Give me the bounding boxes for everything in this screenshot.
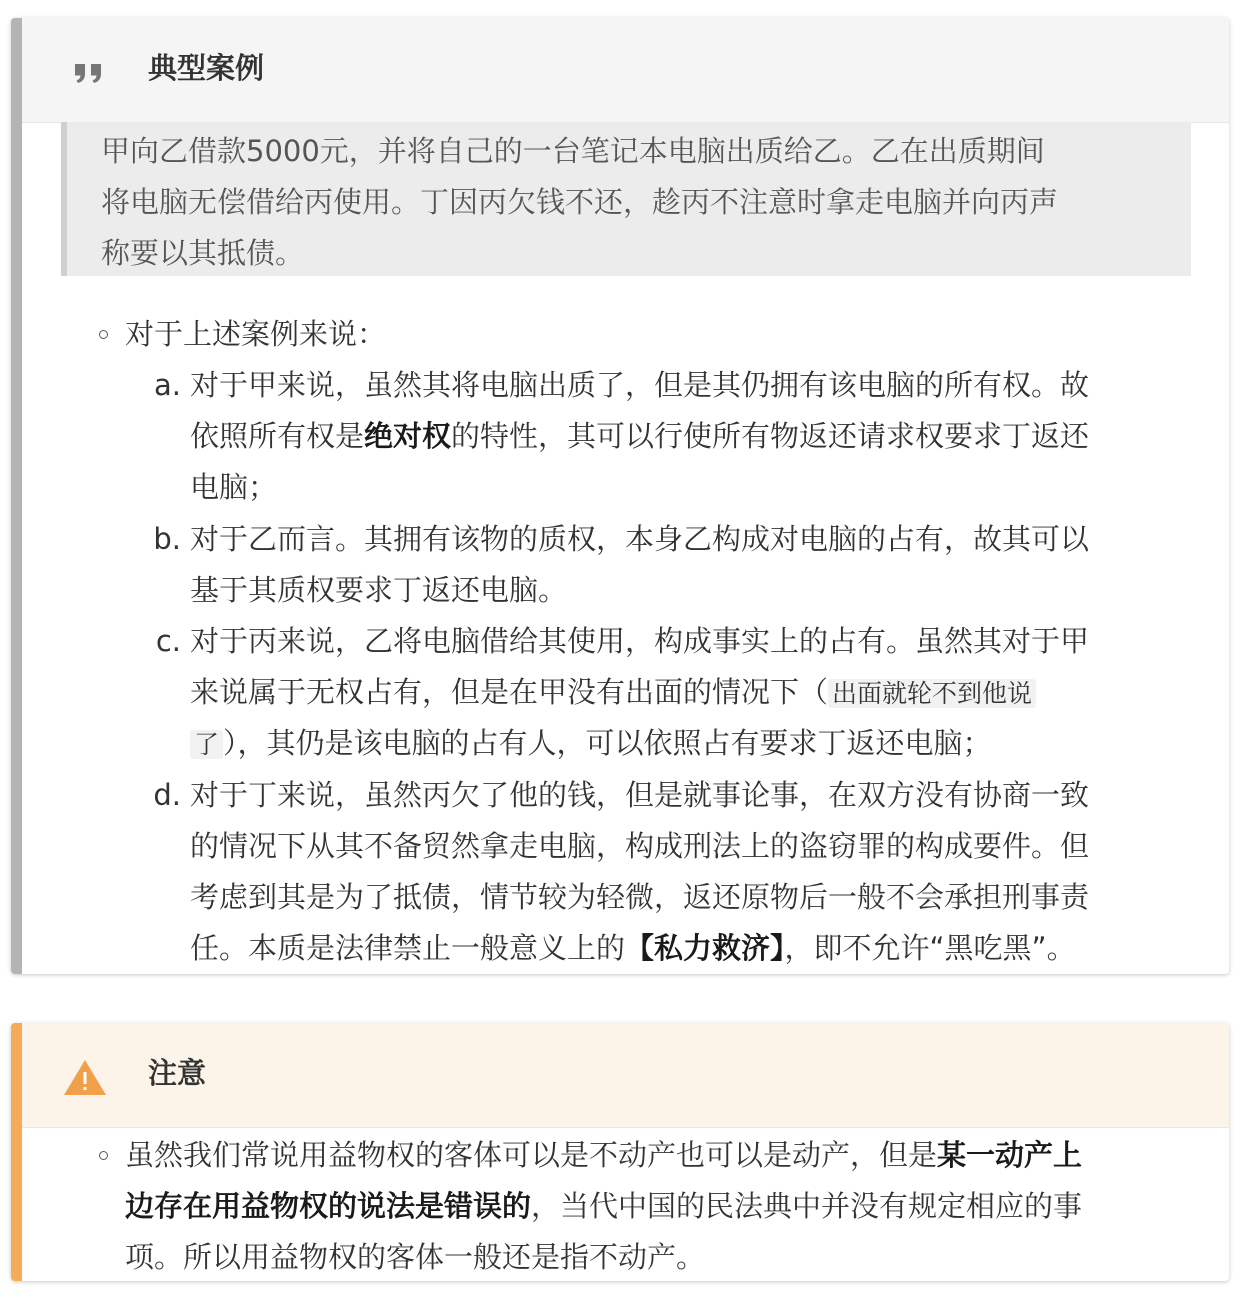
note-callout [11,1023,1229,1281]
list-item-c-line [190,718,992,770]
list-item-d-line: 对于丁来说，虽然丙欠了他的钱，但是就事论事，在双方没有协商一致 [190,778,1090,812]
note-callout-header [22,1023,1229,1128]
quote-icon [72,50,106,90]
case-callout-bar [11,18,22,974]
list-marker: c. [155,624,181,658]
circle-bullet-icon [99,1151,108,1160]
case-quote-block [61,122,1191,276]
list-item-d-line: 的情况下从其不备贸然拿走电脑，构成刑法上的盗窃罪的构成要件。但 [190,829,1090,863]
case-callout-title: 典型案例 [148,51,265,85]
inline-code: 出面就轮不到他说 [828,679,1036,708]
case-quote-line: 称要以其抵债。 [101,236,305,270]
list-item-a-line [190,411,1089,462]
warning-icon [62,1057,108,1097]
bold-term: 边存在用益物权的说法是错误的 [125,1189,532,1223]
note-line [125,1181,1082,1232]
note-line [125,1130,1082,1181]
list-item-c-line [190,667,1036,719]
case-bullet-text: 对于上述案例来说： [125,317,387,351]
text-run: ），其仍是该电脑的占有人，可以依照占有要求丁返还电脑； [223,726,992,760]
list-item-a-line: 电脑； [190,470,278,504]
note-line: 项。所以用益物权的客体一般还是指不动产。 [125,1240,706,1274]
bold-term: 【私力救济】 [625,931,785,965]
note-callout-bar [11,1023,22,1281]
circle-bullet-icon [99,330,108,339]
bold-term: 某一动产上 [937,1138,1083,1172]
note-callout-title: 注意 [148,1056,207,1090]
case-quote-line: 将电脑无偿借给丙使用。丁因丙欠钱不还，趁丙不注意时拿走电脑并向丙声 [101,185,1059,219]
text-run: 来说属于无权占有，但是在甲没有出面的情况下（ [190,675,829,709]
text-run: 依照所有权是 [190,419,365,453]
list-item-c-line: 对于丙来说，乙将电脑借给其使用，构成事实上的占有。虽然其对于甲 [190,624,1090,658]
case-callout-header [22,18,1229,123]
case-quote-line: 甲向乙借款5000元，并将自己的一台笔记本电脑出质给乙。乙在出质期间 [101,134,1045,168]
bold-term: 绝对权 [364,419,452,453]
case-quote-text [101,126,1191,279]
text-run: 虽然我们常说用益物权的客体可以是不动产也可以是动产，但是 [125,1138,938,1172]
text-run: 任。本质是法律禁止一般意义上的 [190,931,626,965]
list-marker: d. [153,778,181,812]
list-marker: a. [154,368,181,402]
list-item-d-line: 考虑到其是为了抵债，情节较为轻微，返还原物后一般不会承担刑事责 [190,880,1090,914]
inline-code: 了 [190,730,223,759]
list-item-d-line [190,923,1076,974]
list-item-b-line: 对于乙而言。其拥有该物的质权，本身乙构成对电脑的占有，故其可以 [190,522,1090,556]
text-run: 的特性，其可以行使所有物返还请求权要求丁返还 [451,419,1090,453]
list-item-a-line: 对于甲来说，虽然其将电脑出质了，但是其仍拥有该电脑的所有权。故 [190,368,1090,402]
list-marker: b. [153,522,181,556]
text-run: ，当代中国的民法典中并没有规定相应的事 [531,1189,1083,1223]
list-item-b-line: 基于其质权要求丁返还电脑。 [190,573,568,607]
text-run: ，即不允许“黑吃黑”。 [784,931,1076,965]
case-callout [11,18,1229,974]
